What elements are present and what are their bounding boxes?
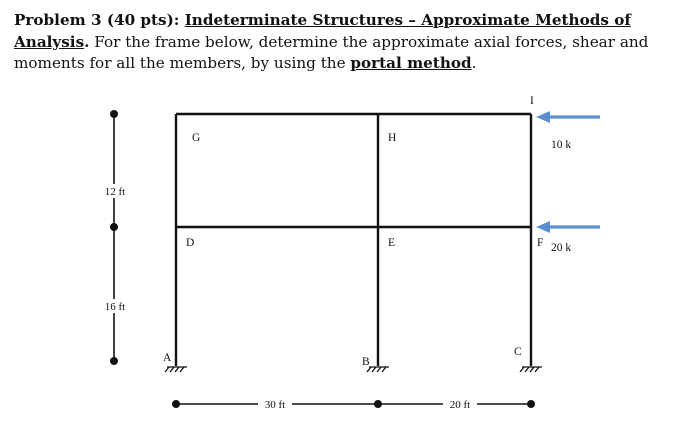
node-label-b: B xyxy=(362,356,370,368)
load-arrow-top xyxy=(536,111,600,123)
problem-body-end: . xyxy=(471,54,477,72)
left-bay-dimension: 30 ft xyxy=(264,399,286,411)
node-label-i: I xyxy=(530,95,534,107)
node-label-a: A xyxy=(163,352,172,364)
node-label-e: E xyxy=(388,237,396,249)
support-b xyxy=(367,367,389,372)
right-bay-dimension: 20 ft xyxy=(449,399,471,411)
problem-title-period: . xyxy=(84,32,90,51)
problem-topic: Indeterminate Structures – Approximate Methods of Analysis xyxy=(14,11,631,51)
vertical-dimension xyxy=(100,110,130,365)
horizontal-dimension xyxy=(172,397,535,411)
node-label-h: H xyxy=(388,132,397,144)
support-a xyxy=(165,367,187,372)
dimension-tick-left xyxy=(172,400,180,408)
dimension-tick-right xyxy=(527,400,535,408)
load-label-middle: 20 k xyxy=(551,242,572,254)
node-label-g: G xyxy=(192,132,201,144)
problem-method: portal method xyxy=(350,54,472,72)
support-c xyxy=(520,367,542,372)
node-label-d: D xyxy=(186,237,195,249)
load-label-top: 10 k xyxy=(551,139,572,151)
dimension-tick-center xyxy=(374,400,382,408)
frame xyxy=(176,114,531,366)
load-arrow-middle xyxy=(536,221,600,233)
node-label-f: F xyxy=(537,237,544,249)
lower-story-dimension: 16 ft xyxy=(104,301,126,313)
upper-story-dimension: 12 ft xyxy=(104,186,126,198)
dimension-tick-bottom xyxy=(110,357,118,365)
problem-title: Problem 3 (40 pts): xyxy=(14,11,185,29)
dimension-tick-middle xyxy=(110,223,118,231)
node-label-c: C xyxy=(514,346,522,358)
problem-body-start: For the frame below, determine the approximate axial forces, shear and moments for all the members, by using the xyxy=(14,32,649,72)
dimension-tick-top xyxy=(110,110,118,118)
